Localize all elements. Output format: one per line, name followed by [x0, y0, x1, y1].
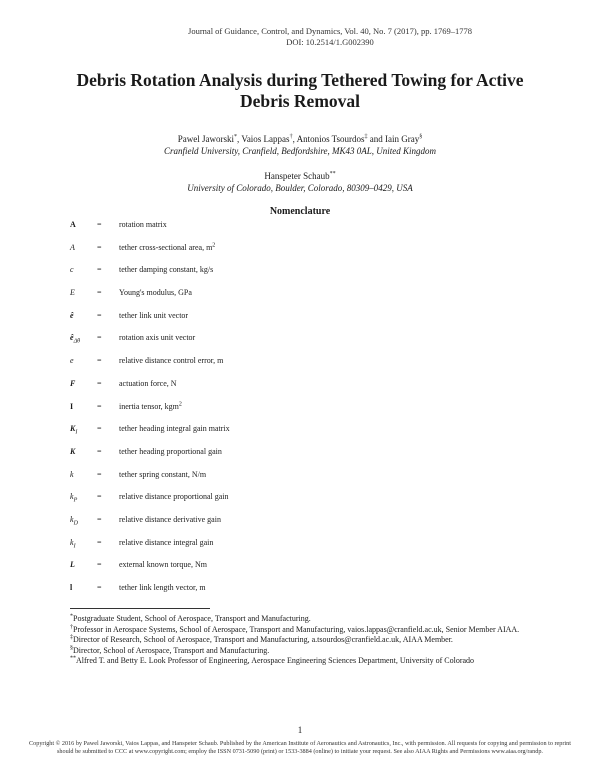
- nomenclature-symbol: [70, 447, 94, 457]
- equals-sign: =: [97, 446, 102, 456]
- author-tsourdos: Antonios Tsourdos: [296, 134, 365, 144]
- nomenclature-definition: [119, 538, 519, 548]
- author-mark: †: [289, 134, 293, 140]
- definition-text: tether spring constant, N/m: [119, 469, 207, 479]
- symbol-letter: F: [70, 378, 76, 388]
- nomenclature-row: [70, 583, 530, 606]
- symbol-letter: k: [70, 537, 74, 547]
- footnote-mark: *: [70, 613, 73, 620]
- title-line-2: Debris Removal: [239, 91, 361, 111]
- nomenclature-symbol: [70, 583, 94, 593]
- equals-sign: =: [97, 310, 102, 320]
- symbol-subscript: P: [73, 497, 78, 504]
- equals-sign: =: [97, 220, 102, 229]
- footnote-text: Postgraduate Student, School of Aerospace, Transport and Manufacturing.: [73, 614, 311, 623]
- unit-superscript: 2: [178, 400, 182, 407]
- nomenclature-row: [70, 424, 530, 447]
- symbol-letter: e: [70, 356, 74, 366]
- definition-text: tether heading integral gain matrix: [119, 424, 230, 434]
- equals-sign: =: [97, 242, 102, 252]
- equals-sign: =: [97, 424, 102, 434]
- author-list: [0, 133, 600, 145]
- definition-text: external known torque, Nm: [119, 560, 207, 570]
- nomenclature-row: [70, 470, 530, 493]
- nomenclature-symbol: [70, 515, 94, 525]
- nomenclature-symbol: [70, 311, 94, 321]
- nomenclature-definition: [119, 288, 519, 298]
- definition-text: relative distance integral gain: [119, 537, 214, 547]
- author-mark: **: [329, 171, 336, 177]
- nomenclature-row: [70, 265, 530, 288]
- nomenclature-row: [70, 515, 530, 538]
- nomenclature-symbol: [70, 288, 94, 298]
- footnote: [70, 646, 530, 657]
- nomenclature-row: [70, 311, 530, 334]
- definition-text: rotation axis unit vector: [119, 333, 196, 343]
- nomenclature-definition: [119, 333, 519, 343]
- footnote-text: Director, School of Aerospace, Transport and Manufacturing.: [73, 645, 270, 655]
- nomenclature-row: [70, 379, 530, 402]
- definition-text: relative distance proportional gain: [119, 492, 229, 502]
- author-jaworski: Pawel Jaworski: [177, 134, 234, 144]
- nomenclature-symbol: [70, 424, 94, 434]
- nomenclature-heading: Nomenclature: [269, 206, 331, 217]
- symbol-subscript: I: [73, 543, 76, 550]
- symbol-subscript: Δθ: [73, 339, 81, 346]
- symbol-letter: I: [70, 401, 74, 411]
- author-separator: and: [367, 134, 386, 144]
- definition-text: tether heading proportional gain: [119, 446, 222, 456]
- nomenclature-symbol: [70, 470, 94, 480]
- symbol-subscript: I: [75, 429, 78, 436]
- author-schaub: Hanspeter Schaub: [264, 171, 330, 181]
- nomenclature-definition: [119, 356, 519, 366]
- definition-text: relative distance control error, m: [119, 356, 224, 366]
- equals-sign: =: [97, 560, 102, 570]
- symbol-letter: K: [70, 424, 76, 434]
- copyright-notice: Copyright © 2016 by Pawel Jaworski, Vaios Lappas, and Hanspeter Schaub. Published by the American Institute of Aeronautics and Astronautics, Inc., with permission. All requests for copying and permission to reprint should be submitted to CCC at www.copyright.com; employ the ISSN 0731-5090 (print) or 1533-3884 (online) to initiate your request. See also AIAA Rights and Permissions www.aiaa.org/randp.: [29, 740, 571, 755]
- nomenclature-definition: [119, 515, 519, 525]
- nomenclature-definition: [119, 402, 519, 412]
- doi: DOI: 10.2514/1.G002390: [286, 37, 374, 47]
- author-separator: ,: [292, 134, 297, 144]
- author-block-1: [0, 133, 600, 157]
- nomenclature-row: [70, 492, 530, 515]
- symbol-letter: c: [70, 265, 74, 275]
- nomenclature-row: [70, 333, 530, 356]
- footnote: [70, 656, 530, 667]
- equals-sign: =: [97, 583, 102, 592]
- nomenclature-definition: [119, 492, 519, 502]
- symbol-letter: k: [70, 514, 74, 524]
- footnote: [70, 625, 530, 636]
- footnote-mark: **: [70, 655, 76, 662]
- nomenclature-symbol: [70, 538, 94, 548]
- footnote-text: Alfred T. and Betty E. Look Professor of Engineering, Aerospace Engineering Sciences Department, University of Colorado: [76, 656, 475, 665]
- author-lappas: Vaios Lappas: [241, 134, 290, 144]
- affiliation-colorado: University of Colorado, Boulder, Colorado, 80309–0429, USA: [187, 183, 413, 193]
- equals-sign: =: [97, 356, 102, 366]
- title-line-1: Debris Rotation Analysis during Tethered Towing for Active: [76, 70, 524, 90]
- author-mark: §: [419, 134, 423, 140]
- footnote-text: Professor in Aerospace Systems, School of Aerospace, Transport and Manufacturing, vaios.lappas@cranfield.ac.uk, Senior Member AIAA.: [73, 624, 520, 634]
- footnote: [70, 635, 530, 646]
- nomenclature-definition: [119, 447, 519, 457]
- nomenclature-symbol: [70, 402, 94, 412]
- journal-citation: Journal of Guidance, Control, and Dynamics, Vol. 40, No. 7 (2017), pp. 1769–1778: [188, 26, 472, 36]
- nomenclature-row: [70, 220, 530, 243]
- affiliation-cranfield: Cranfield University, Cranfield, Bedfordshire, MK43 0AL, United Kingdom: [163, 146, 437, 156]
- equals-sign: =: [97, 514, 102, 524]
- equals-sign: =: [97, 537, 102, 547]
- nomenclature-definition: [119, 379, 519, 389]
- author-mark: ‡: [364, 134, 368, 140]
- footnote-mark: ‡: [70, 634, 73, 641]
- unit-superscript: 2: [212, 242, 216, 249]
- author-block-2: [0, 170, 600, 194]
- author-separator: ,: [236, 134, 242, 144]
- nomenclature-symbol: [70, 265, 94, 275]
- symbol-letter: K: [70, 446, 76, 456]
- equals-sign: =: [97, 288, 102, 298]
- definition-text: actuation force, N: [119, 378, 177, 388]
- nomenclature-definition: [119, 424, 519, 434]
- equals-sign: =: [97, 265, 102, 275]
- nomenclature-symbol: [70, 356, 94, 366]
- footnote-mark: §: [70, 644, 73, 651]
- equals-sign: =: [97, 492, 102, 502]
- footnotes: [70, 614, 530, 667]
- footnote-text: Director of Research, School of Aerospace, Transport and Manufacturing, a.tsourdos@cranfield.ac.uk, AIAA Member.: [73, 635, 453, 644]
- symbol-letter: k: [70, 492, 74, 502]
- nomenclature-definition: [119, 243, 519, 253]
- journal-header: [0, 26, 600, 48]
- definition-text: inertia tensor, kgm: [119, 401, 179, 411]
- definition-text: tether damping constant, kg/s: [119, 265, 214, 275]
- author-mark: *: [233, 134, 237, 140]
- footnote: [70, 614, 530, 625]
- nomenclature-row: [70, 560, 530, 583]
- definition-text: tether cross-sectional area, m: [119, 242, 213, 252]
- definition-text: Young's modulus, GPa: [119, 288, 192, 298]
- nomenclature-row: [70, 356, 530, 379]
- nomenclature-symbol: [70, 379, 94, 389]
- author-gray: Iain Gray: [385, 134, 420, 144]
- symbol-letter: ê: [70, 310, 74, 320]
- nomenclature-row: [70, 447, 530, 470]
- nomenclature-list: [70, 220, 530, 606]
- equals-sign: =: [97, 378, 102, 388]
- nomenclature-symbol: [70, 492, 94, 502]
- symbol-letter: E: [70, 288, 75, 298]
- paper-title: [40, 70, 560, 112]
- nomenclature-definition: [119, 220, 519, 230]
- footnote-mark: †: [70, 623, 73, 630]
- nomenclature-symbol: [70, 560, 94, 570]
- nomenclature-row: [70, 288, 530, 311]
- nomenclature-definition: [119, 311, 519, 321]
- page-number: 1: [297, 725, 303, 735]
- definition-text: relative distance derivative gain: [119, 514, 221, 524]
- nomenclature-row: [70, 538, 530, 561]
- nomenclature-symbol: [70, 333, 94, 346]
- definition-text: tether link length vector, m: [119, 583, 206, 592]
- author-list-2: [0, 170, 600, 182]
- footnote-rule: [70, 608, 210, 609]
- equals-sign: =: [97, 469, 102, 479]
- nomenclature-definition: [119, 560, 519, 570]
- symbol-letter: k: [70, 469, 74, 479]
- symbol-letter: l: [70, 583, 73, 592]
- nomenclature-row: [70, 243, 530, 266]
- nomenclature-definition: [119, 265, 519, 275]
- equals-sign: =: [97, 401, 102, 411]
- definition-text: rotation matrix: [119, 220, 167, 229]
- nomenclature-symbol: [70, 220, 94, 230]
- symbol-letter: A: [70, 220, 76, 229]
- symbol-letter: ê: [70, 333, 74, 343]
- equals-sign: =: [97, 333, 102, 343]
- symbol-subscript: D: [73, 520, 78, 527]
- nomenclature-row: [70, 402, 530, 425]
- nomenclature-symbol: [70, 243, 94, 253]
- nomenclature-definition: [119, 470, 519, 480]
- definition-text: tether link unit vector: [119, 310, 189, 320]
- symbol-letter: L: [70, 560, 75, 570]
- nomenclature-definition: [119, 583, 519, 593]
- symbol-letter: A: [70, 242, 75, 252]
